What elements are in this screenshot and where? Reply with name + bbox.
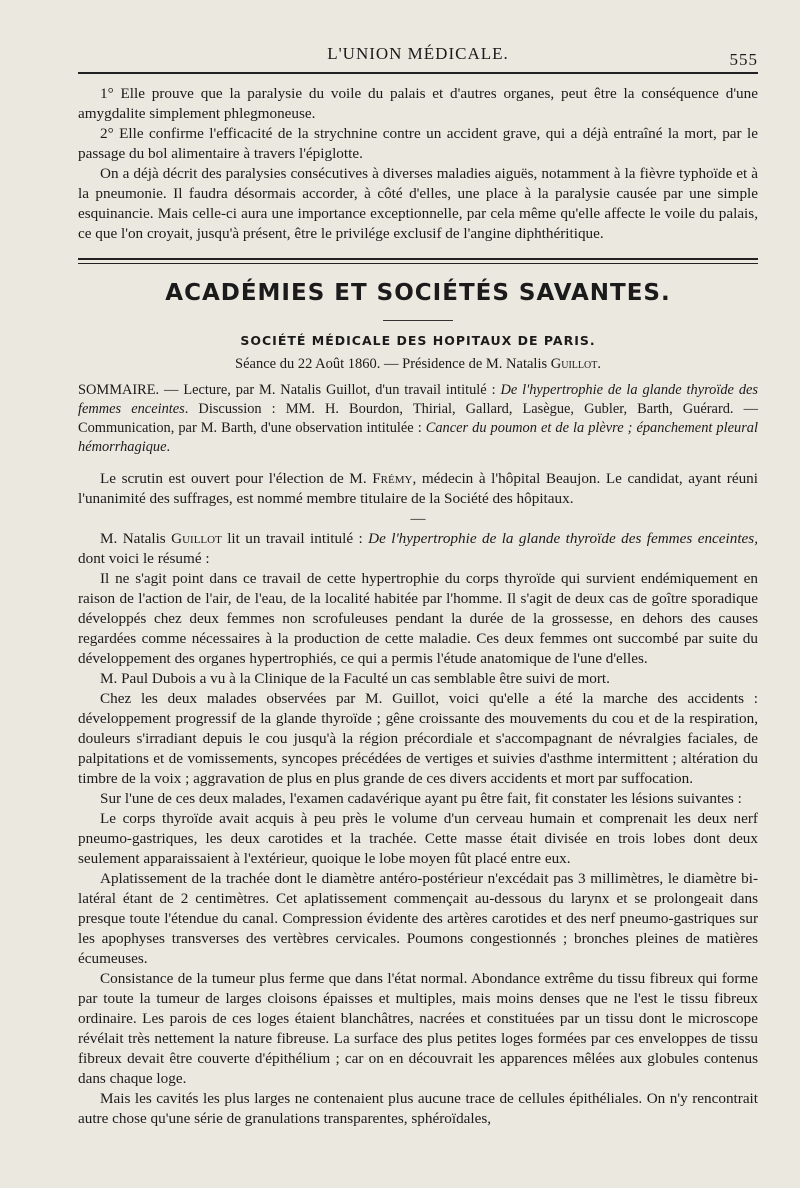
seance-prefix: Séance du 22 Août 1860. — Présidence de M. Natalis — [235, 356, 551, 372]
election-prefix: Le scrutin est ouvert pour l'élection de M. — [100, 470, 373, 487]
summary-text-3: . — [166, 439, 171, 455]
paragraph-consistance: Consistance de la tumeur plus ferme que dans l'état normal. Abondance extrême du tissu fibreux qui forme par toute la tumeur de larges cloisons épaisses et multiples, mais moins denses que ne l'est le tissu fibreux ordinaire. Les parois de ces loges étaient blanchâtres, nacrées et constituées par un tissu dont le microscope révélait très nettement la nature fibreuse. La surface des plus petites loges formées par ces enveloppes de tissu fibreux devait être couverte d'épithélium ; car on en découvrait les apparences mêlées aux globules contenus dans chaque loge. — [78, 970, 758, 1087]
summary-label: SOMMAIRE. — [78, 382, 160, 398]
election-name: Frémy — [372, 470, 413, 487]
lecture-title: De l'hypertrophie de la glande thyroïde des femmes enceintes, — [368, 530, 758, 547]
election-suffix: , médecin à l'hôpital Beaujon. Le candidat, ayant réuni l'unanimité des suffrages, est nommé membre titulaire de la Société des hôpitaux. — [78, 470, 758, 507]
paragraph-malades: Chez les deux malades observées par M. Guillot, voici qu'elle a été la marche des accidents : développement progressif de la glande thyroïde ; gêne croissante des mouvements du cou et de la respiration, douleurs s'irradiant depuis le cou jusqu'à la région précordiale et s'accompagnant de névralgies faciales, de palpitations et de vomissements, syncopes précédées de vertiges et suivies d'asthme intermittent ; altération du timbre de la voix ; aggravation de plus en plus grande de ces divers accidents et mort par suffocation. — [78, 690, 758, 787]
page-number: 555 — [729, 50, 758, 69]
election-paragraph — [78, 469, 758, 509]
section-divider — [78, 258, 758, 264]
lecture-name: Guillot — [171, 530, 222, 547]
seance-president-name: Guillot — [550, 356, 598, 372]
summary-text-2: . Discussion : MM. H. Bourdon, Thirial, Gallard, Lasègue, Gubler, Barth, Guérard. — Communication, par M. Barth, d'une observation intitulée : — [78, 401, 758, 436]
header-rule — [78, 72, 758, 74]
intro-paragraph-3: On a déjà décrit des paralysies consécutives à diverses maladies aiguës, notamment à la fièvre typhoïde et à la pneumonie. Il faudra désormais accorder, à côté d'elles, une place à la paralysie causée par une simple esquinancie. Mais celle-ci aura une importance exceptionnelle, par cela même qu'elle affecte le voile du palais, ce que l'on croyait, jusqu'à présent, être le privilége exclusif de l'angine diphthéritique. — [78, 165, 758, 242]
seance-line — [78, 356, 758, 373]
running-title: L'UNION MÉDICALE. — [327, 44, 509, 63]
paragraph-cavites: Mais les cavités les plus larges ne contenaient plus aucune trace de cellules épithéliales. On n'y rencontrait autre chose qu'une série de granulations transparentes, sphéroïdales, — [78, 1090, 758, 1127]
paragraph-examen: Sur l'une de ces deux malades, l'examen cadavérique ayant pu être fait, fit constater les lésions suivantes : — [100, 790, 742, 807]
article-body — [78, 469, 758, 1129]
summary-title-1: De l'hypertrophie de la glande thyroïde des femmes enceintes — [78, 382, 758, 417]
running-head — [78, 38, 758, 69]
lecture-paragraph — [78, 529, 758, 569]
lecture-suffix: dont voici le résumé : — [78, 550, 210, 567]
paragraph-hypertrophie: Il ne s'agit point dans ce travail de cette hypertrophie du corps thyroïde qui survient endémiquement en raison de l'action de l'air, de l'eau, de la localité habitée par l'homme. Il s'agit de deux cas de goître sporadique développés chez deux femmes non scrofuleuses pendant la durée de la grossesse, en dehors des causes regardées comme nécessaires à la production de cette maladie. Ces deux femmes ont succombé par suite du développement des organes hypertrophiés, ce qui a permis l'étude anatomique de l'une d'elles. — [78, 570, 758, 667]
summary-title-2: Cancer du poumon et de la plèvre ; épanchement pleural hémorrhagique — [78, 420, 758, 455]
paragraph-aplatissement: Aplatissement de la trachée dont le diamètre antéro-postérieur n'excédait pas 3 millimètres, le diamètre bi-latéral étant de 2 centimètres. Cet aplatissement commençait au-dessous du larynx et se prolongeait dans presque toute l'étendue du canal. Compression évidente des artères carotides et des nerf pneumo-gastriques sur les apophyses transverses des vertèbres cervicales. Poumons congestionnés ; bronches pleines de matières écumeuses. — [78, 870, 758, 967]
intro-paragraph-2: 2° Elle confirme l'efficacité de la strychnine contre un accident grave, qui a déjà entraîné la mort, par le passage du bol alimentaire à travers l'épiglotte. — [78, 125, 758, 162]
intro-paragraph-1: 1° Elle prouve que la paralysie du voile du palais et d'autres organes, peut être la conséquence d'une amygdalite simplement phlegmoneuse. — [78, 85, 758, 122]
summary-text-1: — Lecture, par M. Natalis Guillot, d'un travail intitulé : — [159, 382, 501, 398]
lecture-prefix: M. Natalis — [100, 530, 172, 547]
society-title: SOCIÉTÉ MÉDICALE DES HOPITAUX DE PARIS. — [240, 333, 596, 348]
paragraph-dubois: M. Paul Dubois a vu à la Clinique de la Faculté un cas semblable être suivi de mort. — [100, 670, 610, 687]
seance-suffix: . — [597, 356, 601, 372]
separator-dash: — — [410, 511, 426, 527]
summary — [78, 381, 758, 457]
paragraph-corps-thyroide: Le corps thyroïde avait acquis à peu près le volume d'un cerveau humain et comprenait les deux nerf pneumo-gastriques, les deux carotides et la trachée. Cette masse était divisée en trois lobes dont deux seulement apparaissaient à l'extérieur, quoique le lobe moyen fût placé entre eux. — [78, 810, 758, 867]
intro-text — [78, 84, 758, 244]
lecture-mid: lit un travail intitulé : — [221, 530, 369, 547]
short-divider — [383, 320, 453, 321]
section-title: ACADÉMIES ET SOCIÉTÉS SAVANTES. — [165, 280, 671, 306]
